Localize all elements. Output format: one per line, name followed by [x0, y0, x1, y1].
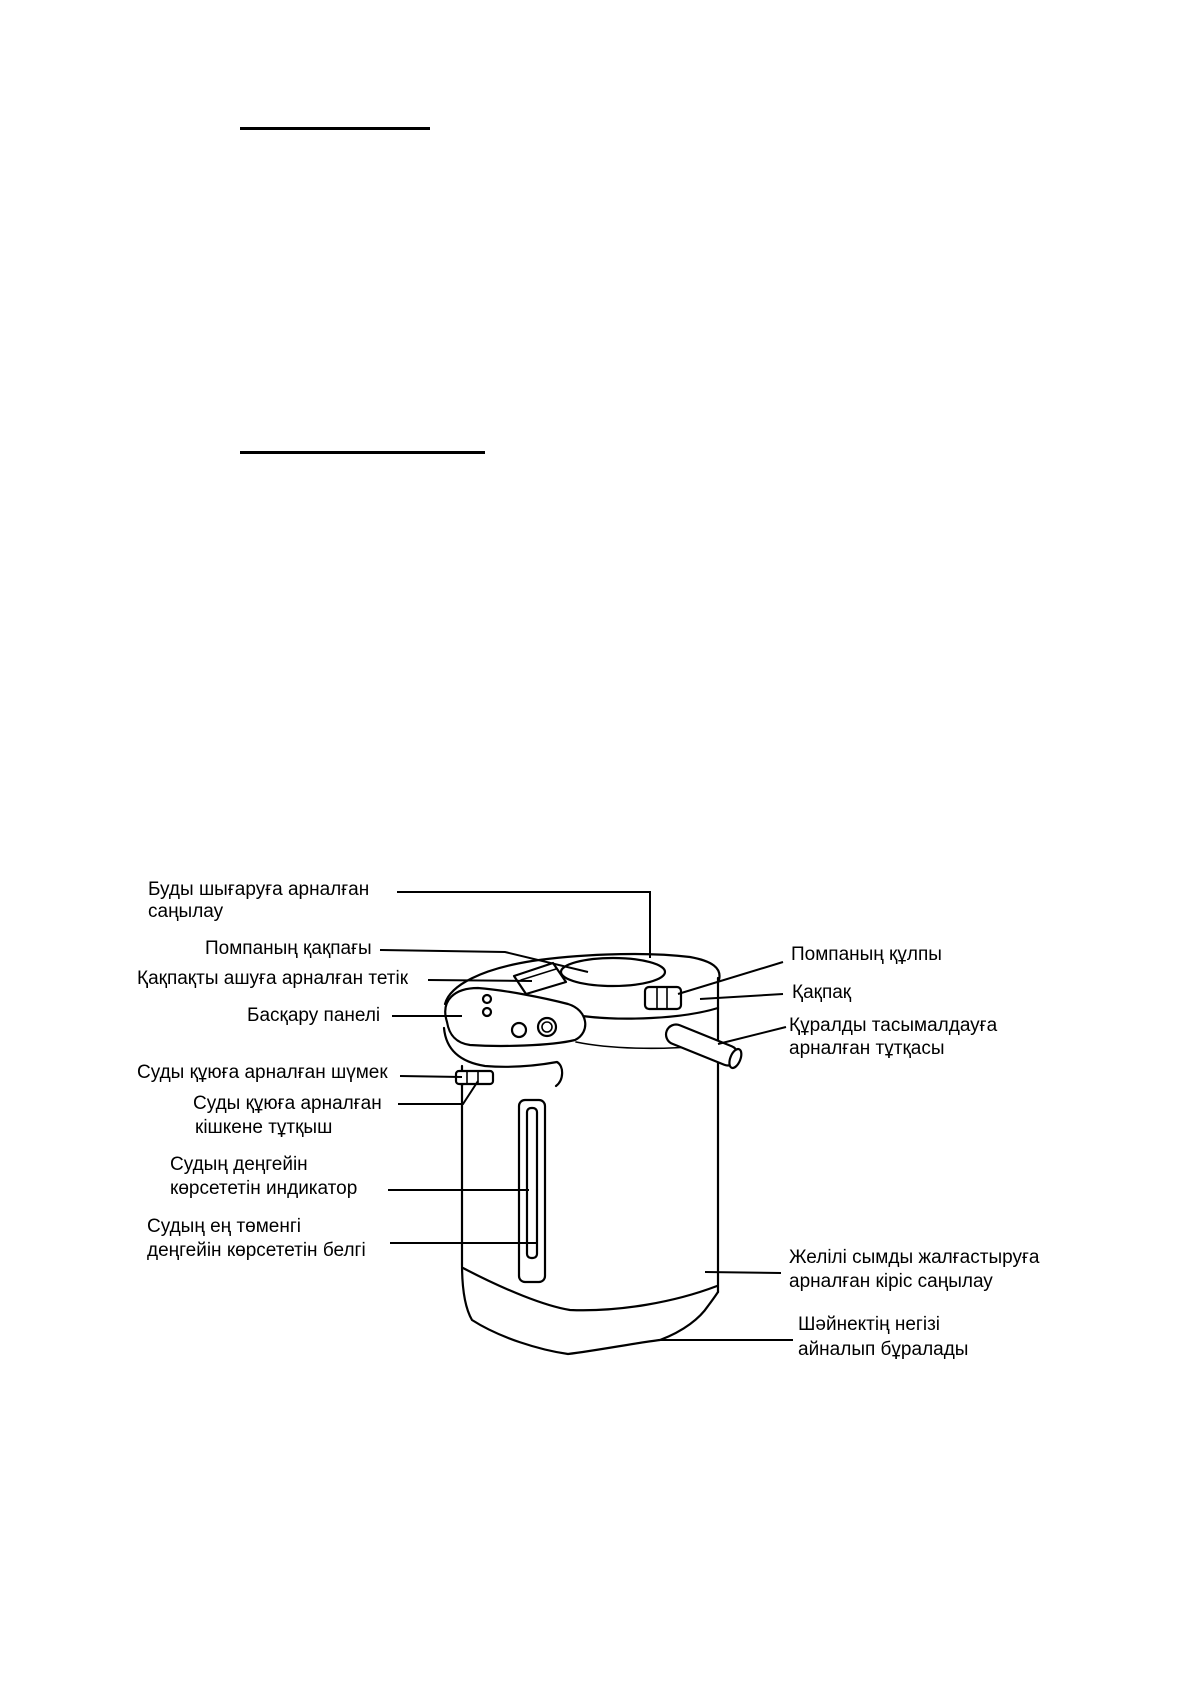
callout-control-panel [247, 1004, 380, 1027]
callout-min-level-mark [147, 1215, 366, 1263]
callout-line: арналған тұтқасы [789, 1038, 945, 1059]
callout-line: Суды құюға арналған шүмек [137, 1062, 388, 1083]
callout-line: кішкене тұтқыш [195, 1117, 333, 1138]
callout-power-inlet [789, 1246, 1039, 1294]
base-band-line [463, 1268, 717, 1310]
leader-power-inlet [705, 1272, 781, 1273]
leader-carry-handle [718, 1027, 786, 1044]
leader-lid-release [428, 980, 532, 981]
callout-lid-release-button [137, 967, 408, 990]
level-window-inner [527, 1108, 537, 1258]
callout-line: Судың ең төменгі [147, 1216, 301, 1237]
callout-line: саңылау [148, 901, 224, 922]
callout-line: көрсететін индикатор [170, 1178, 358, 1199]
callout-line: Қақпақ [792, 982, 852, 1003]
callout-spout-handle [193, 1092, 382, 1140]
lid-release-lever-shape [514, 963, 566, 994]
callout-line: айналып бұралады [798, 1339, 969, 1360]
leader-spout [400, 1076, 462, 1077]
callout-pump-lock [791, 943, 942, 966]
callout-spout [137, 1061, 388, 1084]
callout-carry-handle [789, 1014, 997, 1060]
indicator-light-2 [483, 1008, 491, 1016]
callout-lid [792, 981, 851, 1004]
callout-line: деңгейін көрсететін белгі [147, 1240, 366, 1261]
callout-line: Шәйнектің негізі [798, 1314, 941, 1335]
callout-line: арналған кіріс саңылау [789, 1271, 993, 1292]
leader-steam-vent [397, 892, 650, 958]
callout-pump-lid [205, 937, 372, 960]
indicator-light-1 [483, 995, 491, 1003]
leader-pump-lock [678, 962, 783, 994]
callout-rotating-base [798, 1312, 968, 1362]
callout-line: Басқару панелі [247, 1005, 381, 1026]
callout-level-indicator [170, 1153, 357, 1201]
carry-handle-shape [663, 1021, 744, 1069]
callout-line: Қақпақты ашуға арналған тетік [137, 968, 409, 989]
pump-lock-shape [645, 987, 681, 1009]
callout-line: Помпаның құлпы [791, 944, 942, 965]
callout-line: Буды шығаруға арналған [148, 879, 370, 900]
callout-line: Құралды тасымалдауға [789, 1015, 998, 1036]
panel-button-large [538, 1018, 556, 1036]
leader-lid [700, 994, 783, 999]
callout-line: Суды құюға арналған [193, 1093, 382, 1114]
callout-steam-vent [148, 879, 369, 923]
control-panel-shape [445, 988, 585, 1046]
pump-lid-shape [561, 958, 665, 986]
callout-line: Судың деңгейін [170, 1154, 308, 1175]
callout-line: Желілі сымды жалғастыруға [789, 1247, 1040, 1268]
callout-line: Помпаның қақпағы [205, 938, 372, 959]
panel-button-small [512, 1023, 526, 1037]
